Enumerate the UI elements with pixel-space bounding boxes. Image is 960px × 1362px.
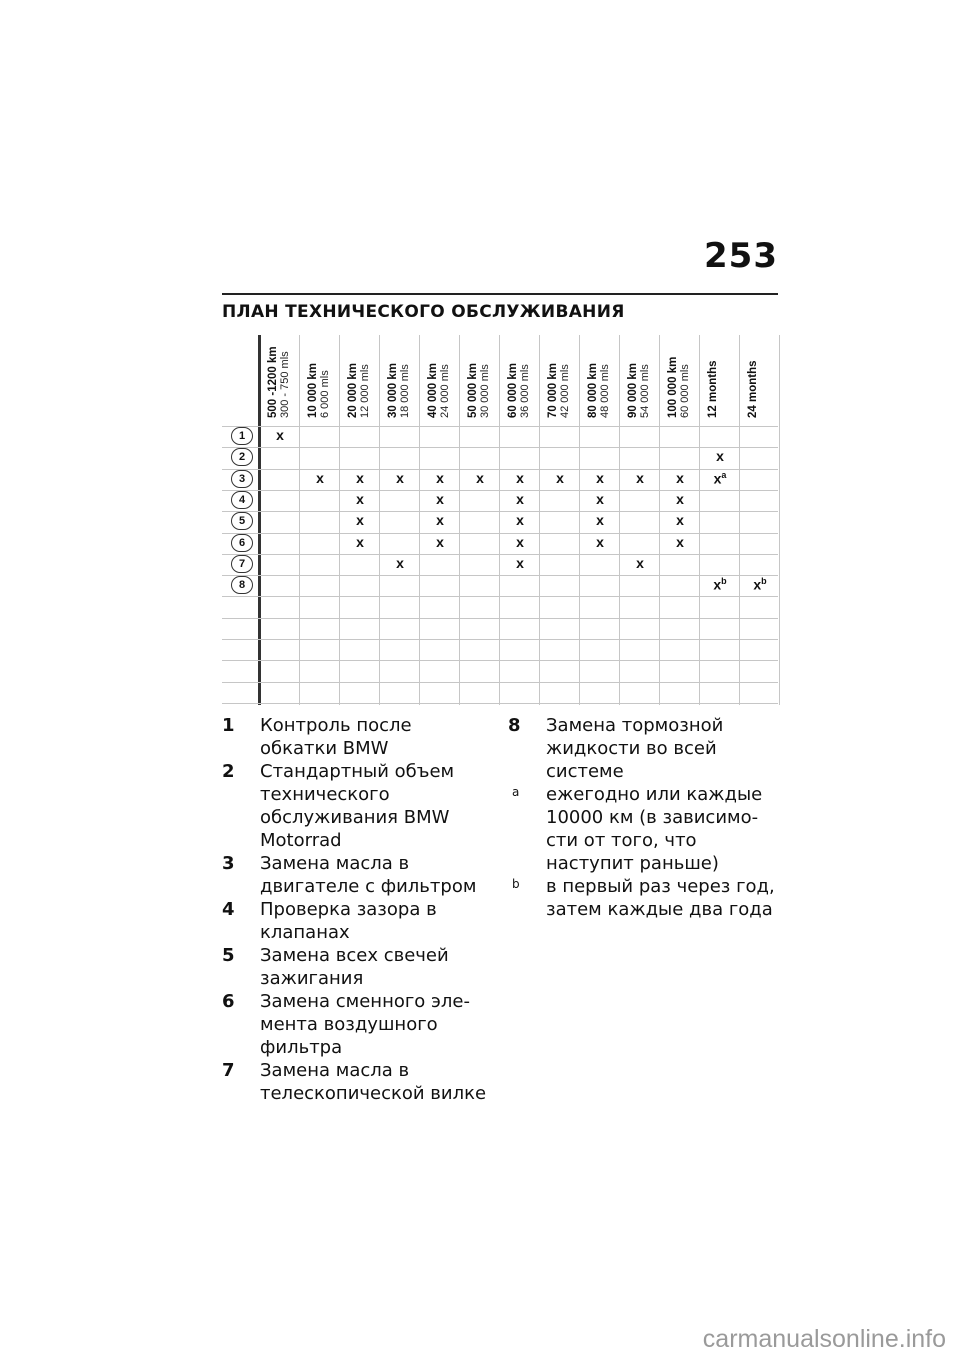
column-header-mls: 300 - 750 mls: [279, 351, 291, 418]
mark-symbol: x: [476, 470, 484, 486]
mark-symbol: x: [356, 470, 364, 486]
maintenance-mark: [580, 491, 620, 507]
legend-text: Контроль после обкатки BMW: [260, 715, 412, 759]
watermark: carmanualsonline.info: [702, 1325, 946, 1353]
mark-symbol: x: [436, 534, 444, 550]
mark-symbol: x: [516, 470, 524, 486]
grid-hline: [222, 660, 778, 661]
mark-symbol: x: [596, 534, 604, 550]
column-header-km: 100 000 km: [667, 356, 679, 418]
legend-number: 4: [222, 899, 235, 920]
mark-symbol: x: [396, 470, 404, 486]
row-number-badge: 7: [231, 555, 253, 573]
legend-footnote-marker: b: [512, 877, 520, 891]
legend-item: [508, 714, 780, 783]
column-header-mls: 18 000 mls: [399, 364, 411, 418]
column-header-mls: 54 000 mls: [639, 364, 651, 418]
legend-text: Замена масла в двигателе с фильтром: [260, 853, 477, 897]
column-header-km: 60 000 km: [507, 363, 519, 418]
grid-hline: [222, 447, 778, 448]
grid-hline: [222, 682, 778, 683]
legend-item: [222, 1059, 492, 1105]
mark-symbol: x: [516, 555, 524, 571]
legend-number: 7: [222, 1060, 235, 1081]
legend-number: 3: [222, 853, 235, 874]
grid-hline: [222, 639, 778, 640]
legend-item: [222, 852, 492, 898]
mark-symbol: x: [436, 470, 444, 486]
legend-number: 8: [508, 715, 521, 736]
mark-symbol: x: [753, 576, 762, 593]
maintenance-mark: [380, 555, 420, 571]
mark-footnote: b: [721, 576, 727, 586]
legend-text: Замена всех свечей зажигания: [260, 945, 449, 989]
column-header-km: 20 000 km: [347, 363, 359, 418]
mark-symbol: x: [276, 427, 284, 443]
column-header-km: 40 000 km: [427, 363, 439, 418]
maintenance-mark: [580, 534, 620, 550]
mark-footnote: b: [761, 576, 767, 586]
maintenance-mark: [580, 470, 620, 486]
mark-symbol: x: [596, 491, 604, 507]
legend-text: Замена тормозной жидкости во всей системе: [546, 715, 724, 782]
legend-item: [508, 875, 780, 921]
column-header-km: 500 -1200 km: [267, 346, 279, 418]
mark-symbol: x: [436, 491, 444, 507]
mark-symbol: x: [316, 470, 324, 486]
legend-number: 2: [222, 761, 235, 782]
column-header-km: 70 000 km: [547, 363, 559, 418]
legend-number: 1: [222, 715, 235, 736]
column-header-mls: 12 000 mls: [359, 364, 371, 418]
maintenance-mark: [420, 534, 460, 550]
legend-footnote-marker: a: [512, 785, 520, 799]
legend-text: Проверка зазора в клапанах: [260, 899, 437, 943]
maintenance-mark: [660, 534, 700, 550]
maintenance-mark: [260, 427, 300, 443]
mark-symbol: x: [436, 512, 444, 528]
mark-symbol: x: [516, 491, 524, 507]
column-header-mls: 42 000 mls: [559, 364, 571, 418]
maintenance-mark: [660, 470, 700, 486]
maintenance-mark: [500, 534, 540, 550]
legend-left: [222, 714, 492, 1105]
mark-symbol: x: [713, 576, 722, 593]
mark-symbol: x: [636, 555, 644, 571]
maintenance-mark: [700, 576, 740, 593]
grid-hline: [222, 618, 778, 619]
maintenance-mark: [300, 470, 340, 486]
mark-symbol: x: [356, 534, 364, 550]
maintenance-mark: [700, 470, 740, 487]
legend-text: Замена сменного элемента воздушного фильтра: [260, 991, 470, 1058]
column-header-km: 50 000 km: [467, 363, 479, 418]
mark-symbol: x: [396, 555, 404, 571]
grid-hline: [222, 426, 778, 427]
maintenance-mark: [500, 555, 540, 571]
maintenance-mark: [660, 491, 700, 507]
column-header-mls: 48 000 mls: [599, 364, 611, 418]
legend-item: [222, 714, 492, 760]
mark-symbol: x: [636, 470, 644, 486]
maintenance-mark: [580, 512, 620, 528]
legend-number: 5: [222, 945, 235, 966]
maintenance-mark: [340, 512, 380, 528]
maintenance-mark: [500, 512, 540, 528]
section-title: ПЛАН ТЕХНИЧЕСКОГО ОБСЛУЖИВАНИЯ: [222, 302, 625, 322]
row-number-badge: 3: [231, 470, 253, 488]
column-header: [747, 360, 827, 418]
maintenance-mark: [420, 491, 460, 507]
maintenance-mark: [500, 470, 540, 486]
mark-symbol: x: [556, 470, 564, 486]
mark-symbol: x: [713, 470, 722, 487]
maintenance-mark: [540, 470, 580, 486]
maintenance-mark: [660, 512, 700, 528]
mark-footnote: a: [721, 470, 727, 480]
mark-symbol: x: [676, 512, 684, 528]
legend-number: 6: [222, 991, 235, 1012]
maintenance-mark: [420, 470, 460, 486]
grid-axis: [258, 335, 261, 705]
legend-item: [222, 760, 492, 852]
row-number-badge: 5: [231, 512, 253, 530]
mark-symbol: x: [356, 491, 364, 507]
column-header-km: 10 000 km: [307, 363, 319, 418]
row-number-badge: 4: [231, 491, 253, 509]
column-header-km: 12 months: [707, 360, 719, 418]
legend-item: [222, 944, 492, 990]
maintenance-mark: [420, 512, 460, 528]
legend-item: [222, 898, 492, 944]
maintenance-mark: [380, 470, 420, 486]
legend-text: ежегодно или каждые 10000 км (в зависимости от того, что наступит раньше): [546, 784, 763, 874]
mark-symbol: x: [516, 534, 524, 550]
maintenance-mark: [340, 470, 380, 486]
maintenance-mark: [700, 448, 740, 464]
page-number: 253: [704, 236, 778, 276]
maintenance-mark: [740, 576, 780, 593]
grid-hline: [222, 596, 778, 597]
mark-symbol: x: [676, 491, 684, 507]
column-header-km: 90 000 km: [627, 363, 639, 418]
legend-item: [508, 783, 780, 875]
legend-text: Стандартный объем технического обслуживания BMW Motorrad: [260, 761, 455, 851]
column-header-mls: 36 000 mls: [519, 364, 531, 418]
legend-text: в первый раз через год, затем каждые два года: [546, 876, 775, 920]
column-header-mls: 24 000 mls: [439, 364, 451, 418]
column-header-mls: 60 000 mls: [679, 364, 691, 418]
row-number-badge: 8: [231, 576, 253, 594]
column-header-km: 80 000 km: [587, 363, 599, 418]
legend-item: [222, 990, 492, 1059]
mark-symbol: x: [676, 534, 684, 550]
row-number-badge: 6: [231, 534, 253, 552]
mark-symbol: x: [516, 512, 524, 528]
maintenance-mark: [620, 470, 660, 486]
mark-symbol: x: [596, 512, 604, 528]
column-header-km: 30 000 km: [387, 363, 399, 418]
mark-symbol: x: [596, 470, 604, 486]
grid-hline: [222, 703, 778, 704]
maintenance-mark: [500, 491, 540, 507]
maintenance-mark: [460, 470, 500, 486]
legend-right: [508, 714, 780, 921]
row-number-badge: 2: [231, 448, 253, 466]
grid-hline: [222, 575, 778, 576]
legend-text: Замена масла в телескопической вилке: [260, 1060, 487, 1104]
mark-symbol: x: [716, 448, 724, 464]
row-number-badge: 1: [231, 427, 253, 445]
column-header-km: 24 months: [747, 360, 759, 418]
maintenance-mark: [620, 555, 660, 571]
mark-symbol: x: [676, 470, 684, 486]
column-header-mls: 30 000 mls: [479, 364, 491, 418]
column-header-mls: 6 000 mls: [319, 370, 331, 418]
maintenance-mark: [340, 534, 380, 550]
mark-symbol: x: [356, 512, 364, 528]
maintenance-mark: [340, 491, 380, 507]
